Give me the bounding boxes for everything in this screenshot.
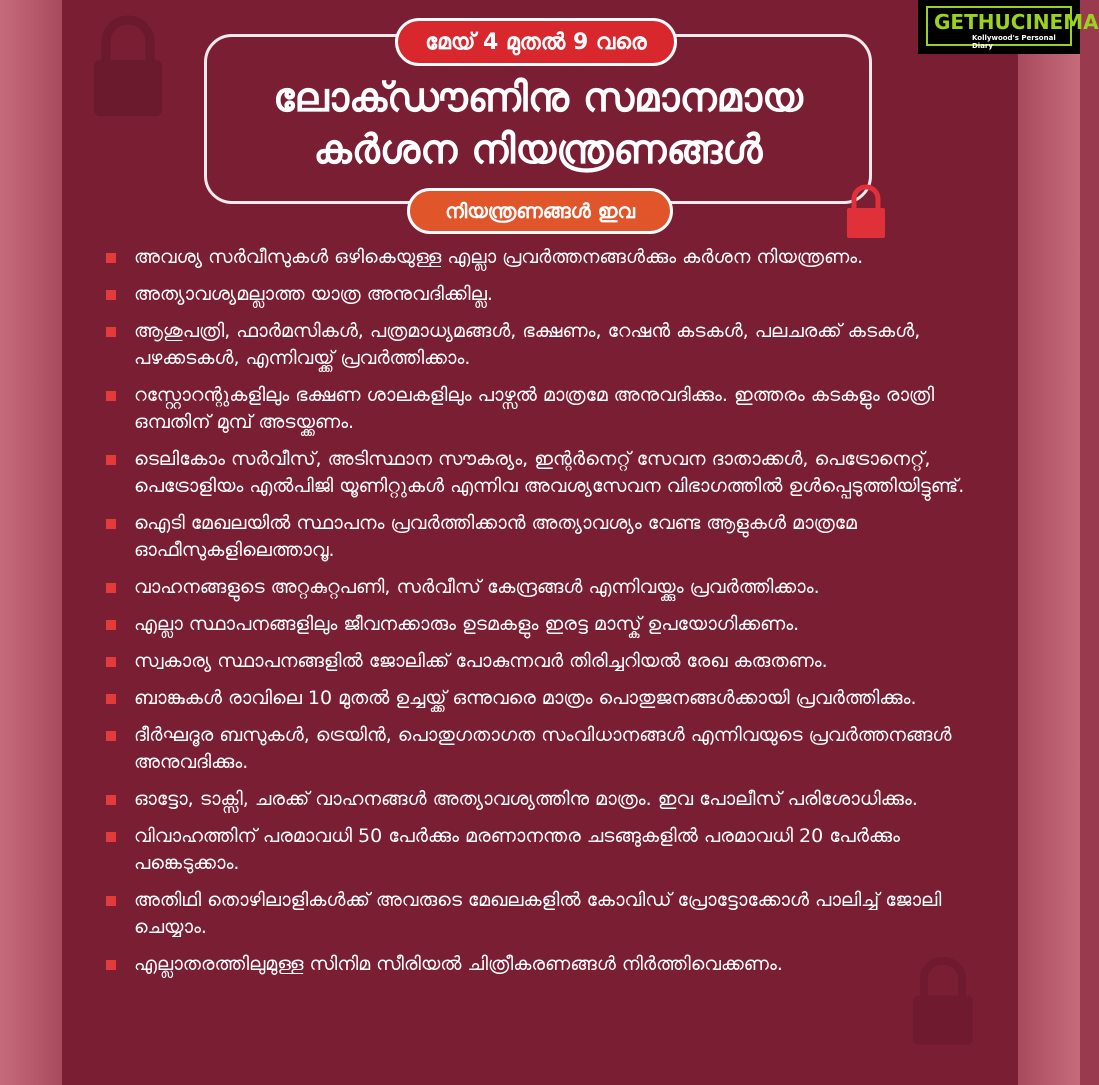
logo-tagline: Kollywood's Personal Diary <box>972 34 1056 50</box>
lock-icon <box>844 182 888 240</box>
bullet-icon <box>106 290 116 300</box>
bullet-icon <box>106 583 116 593</box>
list-item-text: അതിഥി തൊഴിലാളികൾക്ക് അവരുടെ മേഖലകളിൽ കോവിഡ് പ്രോട്ടോക്കോൾ പാലിച്ച് ജോലി ചെയ്യാം. <box>134 889 942 938</box>
list-item-text: വിവാഹത്തിന് പരമാവധി 50 പേർക്കും മരണാനന്തര ചടങ്ങുകളിൽ പരമാവധി 20 പേർക്കും പങ്കെടുക്കാം. <box>134 825 901 874</box>
bullet-icon <box>106 391 116 401</box>
list-item <box>100 951 1000 978</box>
list-item-text: റസ്റ്റോറന്റുകളിലും ഭക്ഷണ ശാലകളിലും പാഴ്സൽ മാത്രമേ അനുവദിക്കും. ഇത്തരം കടകളും രാത്രി ഒമ്പതിന് മുമ്പ് അടയ്ക്കണം. <box>134 384 935 433</box>
logo-frame <box>926 6 1099 50</box>
list-item <box>100 611 1000 638</box>
list-item <box>100 382 1000 436</box>
list-item-text: എല്ലാ സ്ഥാപനങ്ങളിലും ജീവനക്കാരും ഉടമകളും ഇരട്ട മാസ്ക് ഉപയോഗിക്കണം. <box>134 613 800 635</box>
bullet-icon <box>106 253 116 263</box>
list-item <box>100 244 1000 271</box>
list-item-text: ടെലികോം സർവീസ്, അടിസ്ഥാന സൗകര്യം, ഇന്റർനെറ്റ് സേവന ദാതാക്കൾ, പെട്രോനെറ്റ്, പെട്രോളിയം എൽപിജി യൂണിറ്റുകൾ എന്നിവ അവശ്യസേവന വിഭാഗത്തിൽ ഉൾപ്പെടുത്തിയിട്ടുണ്ട്. <box>134 448 965 497</box>
bullet-icon <box>106 832 116 842</box>
bullet-icon <box>106 960 116 970</box>
left-blur-border <box>0 0 62 1085</box>
list-item-text: ദീർഘദൂര ബസുകൾ, ട്രെയിൻ, പൊതുഗതാഗത സംവിധാനങ്ങൾ എന്നിവയുടെ പ്രവർത്തനങ്ങൾ അനുവദിക്കും. <box>134 724 952 773</box>
list-item-text: ആശുപത്രി, ഫാർമസികൾ, പത്രമാധ്യമങ്ങൾ, ഭക്ഷണം, റേഷൻ കടകൾ, പലചരക്ക് കടകൾ, പഴക്കടകൾ, എന്നിവയ്ക്ക് പ്രവർത്തിക്കാം. <box>134 320 921 369</box>
restrictions-list <box>100 244 1000 988</box>
list-item-text: വാഹനങ്ങളുടെ അറ്റകുറ്റപണി, സർവീസ് കേന്ദ്രങ്ങൾ എന്നിവയ്ക്കും പ്രവർത്തിക്കാം. <box>134 576 820 598</box>
gethucinema-logo <box>918 0 1099 54</box>
bullet-icon <box>106 455 116 465</box>
list-item-text: എല്ലാതരത്തിലുമുള്ള സിനിമ സീരിയൽ ചിത്രീകരണങ്ങൾ നിർത്തിവെക്കണം. <box>134 953 783 975</box>
list-item <box>100 648 1000 675</box>
list-item-text: ഓട്ടോ, ടാക്സി, ചരക്ക് വാഹനങ്ങൾ അത്യാവശ്യത്തിനു മാത്രം. ഇവ പോലീസ് പരിശോധിക്കും. <box>134 788 918 810</box>
subtitle-badge: നിയന്ത്രണങ്ങൾ ഇവ <box>407 188 673 234</box>
logo-brand-text: GETHUCINEMA <box>934 10 1099 34</box>
list-item <box>100 446 1000 500</box>
list-item-text: ഐടി മേഖലയിൽ സ്ഥാപനം പ്രവർത്തിക്കാൻ അത്യാവശ്യം വേണ്ട ആളുകൾ മാത്രമേ ഓഫീസുകളിലെത്താവൂ. <box>134 512 857 561</box>
list-item <box>100 823 1000 877</box>
page-title <box>204 72 872 176</box>
list-item-text: സ്വകാര്യ സ്ഥാപനങ്ങളിൽ ജോലിക്ക് പോകുന്നവർ തിരിച്ചറിയൽ രേഖ കരുതണം. <box>134 650 828 672</box>
list-item <box>100 574 1000 601</box>
bullet-icon <box>106 896 116 906</box>
bullet-icon <box>106 327 116 337</box>
title-line-1: ലോക്ഡൗണിനു സമാനമായ <box>273 75 803 121</box>
lock-watermark-icon <box>88 10 168 120</box>
list-item <box>100 786 1000 813</box>
right-blur-border <box>1018 0 1080 1085</box>
list-item <box>100 722 1000 776</box>
bullet-icon <box>106 657 116 667</box>
list-item <box>100 510 1000 564</box>
bullet-icon <box>106 795 116 805</box>
list-item-text: അത്യാവശ്യമല്ലാത്ത യാത്ര അനുവദിക്കില്ല. <box>134 283 493 305</box>
restrictions-poster <box>62 0 1018 1085</box>
list-item-text: അവശ്യ സർവീസുകൾ ഒഴികെയുള്ള എല്ലാ പ്രവർത്തനങ്ങൾക്കും കർശന നിയന്ത്രണം. <box>134 246 864 268</box>
list-item <box>100 685 1000 712</box>
list-item <box>100 281 1000 308</box>
bullet-icon <box>106 519 116 529</box>
title-line-2: കർശന നിയന്ത്രണങ്ങൾ <box>313 127 763 173</box>
date-range-badge: മേയ് 4 മുതൽ 9 വരെ <box>395 18 677 66</box>
list-item-text: ബാങ്കുകൾ രാവിലെ 10 മുതൽ ഉച്ചയ്ക്ക് ഒന്നുവരെ മാത്രം പൊതുജനങ്ങൾക്കായി പ്രവർത്തിക്കും. <box>134 687 917 709</box>
bullet-icon <box>106 731 116 741</box>
list-item <box>100 318 1000 372</box>
list-item <box>100 887 1000 941</box>
bullet-icon <box>106 694 116 704</box>
bullet-icon <box>106 620 116 630</box>
